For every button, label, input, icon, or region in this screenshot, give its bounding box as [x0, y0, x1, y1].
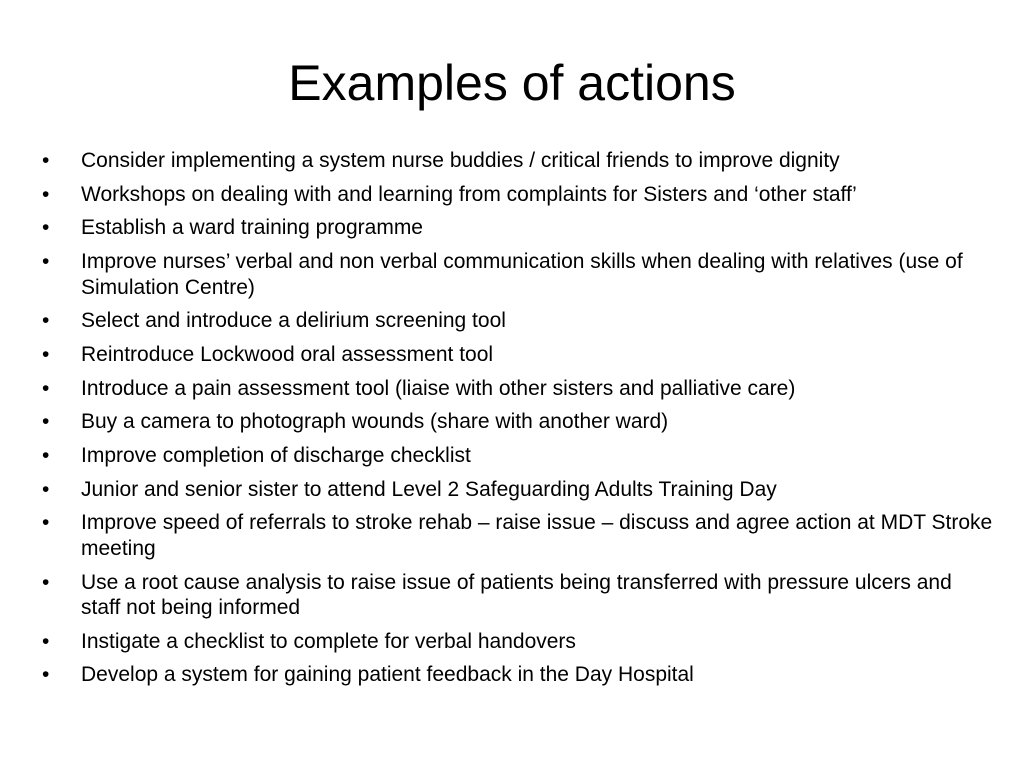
bullet-item [40, 308, 995, 334]
bullet-text: Improve speed of referrals to stroke rehab – raise issue – discuss and agree action at MDT Stroke meeting [81, 511, 993, 560]
bullet-dot-icon: • [42, 342, 50, 366]
bullet-item [40, 249, 995, 300]
bullet-dot-icon: • [42, 410, 50, 434]
bullet-item [40, 629, 995, 655]
bullet-item [40, 443, 995, 469]
bullet-text: Reintroduce Lockwood oral assessment tool [81, 342, 494, 366]
bullet-dot-icon: • [42, 629, 50, 653]
bullet-text: Develop a system for gaining patient feedback in the Day Hospital [81, 663, 694, 687]
bullet-dot-icon: • [42, 149, 50, 172]
bullet-text: Introduce a pain assessment tool (liaise with other sisters and palliative care) [81, 376, 796, 400]
bullet-dot-icon: • [42, 309, 50, 333]
bullet-item [40, 409, 995, 435]
bullet-text: Select and introduce a delirium screening tool [81, 309, 506, 333]
action-bullet-list [40, 148, 995, 696]
bullet-text: Workshops on dealing with and learning from complaints for Sisters and ‘other staff’ [81, 182, 857, 206]
bullet-dot-icon: • [42, 444, 50, 467]
bullet-text: Consider implementing a system nurse buddies / critical friends to improve dignity [81, 149, 840, 172]
bullet-item [40, 662, 995, 688]
bullet-dot-icon: • [42, 570, 50, 594]
bullet-item [40, 215, 995, 241]
bullet-text: Establish a ward training programme [81, 216, 423, 240]
bullet-text: Improve completion of discharge checklist [81, 444, 471, 467]
bullet-item [40, 376, 995, 402]
bullet-item [40, 182, 995, 208]
bullet-item [40, 342, 995, 368]
bullet-dot-icon: • [42, 663, 50, 687]
bullet-item [40, 477, 995, 503]
bullet-dot-icon: • [42, 511, 50, 535]
bullet-text: Improve nurses’ verbal and non verbal communication skills when dealing with relatives (use of Simulation Centre) [81, 250, 963, 299]
bullet-dot-icon: • [42, 216, 50, 240]
bullet-text: Junior and senior sister to attend Level 2 Safeguarding Adults Training Day [81, 477, 777, 501]
bullet-dot-icon: • [42, 477, 50, 501]
slide-title: Examples of actions [288, 55, 736, 111]
bullet-item [40, 570, 995, 621]
bullet-text: Buy a camera to photograph wounds (share with another ward) [81, 410, 669, 434]
bullet-dot-icon: • [42, 250, 50, 274]
bullet-dot-icon: • [42, 182, 50, 206]
bullet-item [40, 510, 995, 561]
bullet-dot-icon: • [42, 376, 50, 400]
bullet-text: Instigate a checklist to complete for verbal handovers [81, 629, 576, 653]
bullet-text: Use a root cause analysis to raise issue of patients being transferred with pressure ulcers and staff not being informed [81, 570, 952, 620]
bullet-item [40, 148, 995, 174]
